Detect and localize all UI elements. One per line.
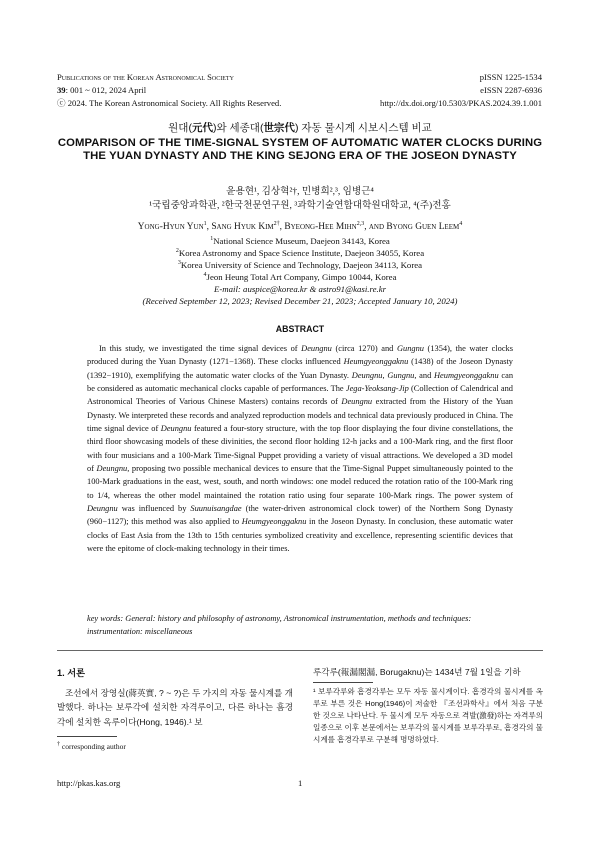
korean-affiliations: ¹국립중앙과학관, ²한국천문연구원, ³과학기술연합대학원대학교, ⁴(주)전홍 — [149, 200, 451, 211]
abstract-text: In this study, we investigated the time signal devices of — [99, 344, 302, 353]
affiliation-text: Korea University of Science and Technology, Daejeon 34113, Korea — [180, 260, 423, 270]
abstract-term: Heumgyeonggaknu — [343, 357, 409, 367]
abstract-text: , — [382, 370, 388, 380]
affiliation-sup: 1 — [210, 236, 214, 243]
abstract-body — [87, 342, 513, 556]
author-name: Byong Guen Leem — [386, 222, 460, 232]
volume-pages-date: : 001 ~ 012, 2024 April — [65, 85, 147, 95]
author-sup: 1 — [203, 220, 207, 227]
footer-url[interactable]: http://pkas.kas.org — [57, 778, 121, 788]
abstract-text: (Collection of Calendrical and Astronomical Theories of Various Chinese Masters) contains records of — [87, 384, 513, 407]
english-authors: Yong-Hyun Yun$^1$, Sang Hyuk Kim$^{2\dagger}$, Byeong-Hee Mihn$^{2,3}$, and Byong Guen Leem$^4$ — [137, 220, 463, 232]
left-column — [57, 665, 293, 729]
korean-title-part: ) 자동 물시계 시보시스템 비교 — [294, 122, 432, 134]
abstract-term: Deungnu — [96, 464, 128, 474]
corresponding-footnote: † corresponding author — [57, 741, 126, 751]
korean-title-part: 원대( — [168, 122, 192, 134]
affiliation-text: National Science Museum, Daejeon 34143, Korea — [213, 236, 390, 246]
volume-number: 39 — [57, 85, 66, 95]
abstract-text: extracted from the History of the Yuan Dynasty. We interpreted these records and analyzed reproduction models and technical data previously produced in China. The time signal device of — [87, 397, 513, 434]
abstract-text: , and — [414, 370, 434, 380]
abstract-term: Gungnu — [396, 344, 424, 353]
affiliation — [57, 259, 543, 271]
abstract-text: can be considered as automatic mechanical clocks capable of performances. The — [87, 370, 514, 394]
author-name: Sang Hyuk Kim — [211, 222, 274, 232]
right-column-text: 루각루(報漏閣漏, Borugaknu)는 1434년 7월 1일을 기하 — [313, 667, 521, 677]
abstract-text: (1354), the water clocks produced during the Yuan Dynasty (1271−1368). These clocks influenced — [87, 344, 513, 367]
footnote-divider — [57, 736, 117, 737]
abstract-term: Heumgyeonggaknu — [241, 517, 307, 527]
english-title: COMPARISON OF THE TIME-SIGNAL SYSTEM OF AUTOMATIC WATER CLOCKS DURING THE YUAN DYNASTY AND THE KING SEJONG ERA OF THE JOSEON DYNASTY — [57, 137, 543, 162]
abstract-text: in the Joseon Dynasty. In conclusion, these automatic water clocks of East Asia from the 13th to 15th centuries symbolized creativity and excellence, representing scientific devices that were the epitome of clock-making technology in their times. — [87, 517, 514, 554]
affiliation-sup: 3 — [177, 260, 181, 267]
email-addresses[interactable]: auspice@korea.kr & astro91@kasi.re.kr — [243, 284, 387, 294]
affiliation-sup: 2 — [175, 248, 179, 255]
abstract-text: featured a four-story structure, with the top floor displaying the four divine constellations, the third floor showcasing models of these divinities, the second floor holding 12-h jacks and a 100-Mark ring, and the first floor with four musicians and a 100-Mark Time-Signal Puppet providing a variety of visual attractions. We developed a 3D model of — [87, 424, 513, 474]
journal-header-left — [57, 71, 281, 110]
korean-title-hanja-1: 元代 — [191, 122, 213, 134]
author-conjunction: and — [368, 222, 385, 232]
abstract-term: Deungnu — [160, 424, 192, 434]
title-block — [57, 120, 543, 163]
copyright-line: ⓒ 2024. The Korean Astronomical Society. All Rights Reserved. — [57, 98, 282, 108]
abstract-heading: ABSTRACT — [275, 324, 325, 334]
email-label: E-mail: — [213, 284, 241, 294]
abstract-term: Deungnu — [341, 397, 373, 407]
author-sup: 2,3 — [356, 220, 365, 227]
doi-link[interactable]: http://dx.doi.org/10.5303/PKAS.2024.39.1.001 — [380, 98, 542, 108]
abstract-text: was influenced by — [117, 504, 191, 514]
corresponding-author-label: corresponding author — [61, 742, 126, 751]
abstract-term: Deungnu — [301, 344, 332, 353]
affiliation-text: Korea Astronomy and Space Science Institute, Daejeon 34055, Korea — [178, 248, 425, 258]
author-sup: 4 — [459, 220, 463, 227]
keywords: key words: General: history and philosophy of astronomy, Astronomical instrumentation, methods and techniques: instrumentation: miscellaneous — [87, 614, 472, 637]
abstract-text: (1438) of the Joseon Dynasty (1392−1910), exemplifying the automatic water clocks of the Yuan Dynasty. — [87, 357, 513, 380]
eissn: eISSN 2287-6936 — [480, 85, 542, 95]
dates-line: (Received September 12, 2023; Revised December 21, 2023; Accepted January 10, 2024) — [142, 296, 458, 306]
abstract-term: Heumgyeonggaknu — [434, 370, 499, 380]
section-title: 1. 서론 — [57, 668, 85, 678]
affiliation — [57, 271, 543, 283]
footnote-1: ¹ 보루각루와 흠경각루는 모두 자동 물시계이다. 흠경각의 물시계를 옥루로 부른 것은 Hong(1946)이 저술한 『조선과학사』에서 처음 구분한 것으로 나타난다. 두 물시계 모두 자동으로 격발(激發)하는 자격루의 일종으로 이후 본문에서는 보루각의 물시계를 보루각루로, 흠경각의 물시계를 흠경각루로 구분해 명명하였다. — [313, 687, 543, 744]
abstract-text: , proposing two possible mechanical devices to ensure that the Time-Signal Puppet simultaneously pointed to the 100-Mark graduations in the east, west, south, and north windows: one model reduced the rotation ratio of the 100-Mark ring to 1/4, whereas the other model maintained the rotation ratio using four separate 100-Mark rings. The power system of — [87, 464, 513, 500]
journal-header-right — [380, 71, 542, 110]
korean-title-hanja-2: 世宗代 — [263, 122, 295, 134]
affiliation — [57, 235, 543, 247]
intro-paragraph: 조선에서 장영실(蔣英實, ? ~ ?)은 두 가지의 자동 물시계를 개발했다. 하나는 보루각에 설치한 자격루이고, 다른 하나는 흠경각에 설치한 옥루이다(Hong, 1946).¹ 보 — [57, 688, 293, 727]
author-sup: 2† — [273, 220, 280, 227]
affiliation-sup: 4 — [203, 272, 207, 279]
affiliations — [57, 235, 543, 307]
right-column — [313, 665, 543, 679]
journal-name: Publications of the Korean Astronomical Society — [57, 72, 234, 82]
author-name: Yong-Hyun Yun — [137, 222, 204, 232]
abstract-term: Suunuisangdae — [190, 504, 242, 514]
abstract-term: Gungnu — [387, 370, 415, 380]
abstract-term: Jega-Yeoksang-Jip — [345, 384, 409, 394]
korean-authors — [57, 185, 543, 213]
affiliation-text: Jeon Heung Total Art Company, Gimpo 10044, Korea — [206, 272, 397, 282]
page-number: 1 — [298, 778, 303, 788]
abstract-text: (circa 1270) and — [331, 344, 397, 353]
korean-title — [57, 120, 543, 135]
abstract-term: Deungnu — [87, 504, 118, 514]
divider — [57, 650, 543, 651]
author-name: Byeong-Hee Mihn — [284, 222, 357, 232]
footnote-divider — [313, 682, 373, 683]
email-line — [57, 283, 543, 295]
affiliation — [57, 247, 543, 259]
korean-title-part: )와 세종대( — [212, 122, 264, 134]
volume-line — [57, 84, 281, 97]
korean-author-names: 윤용현¹, 김상혁²†, 민병희²,³, 임병근⁴ — [226, 186, 374, 197]
abstract-text: (the water-driven astronomical clock tower) of the Northern Song Dynasty (960−1127); this method was also applied to — [87, 504, 513, 527]
pissn: pISSN 1225-1534 — [479, 72, 542, 82]
abstract-term: Deungnu — [351, 370, 383, 380]
